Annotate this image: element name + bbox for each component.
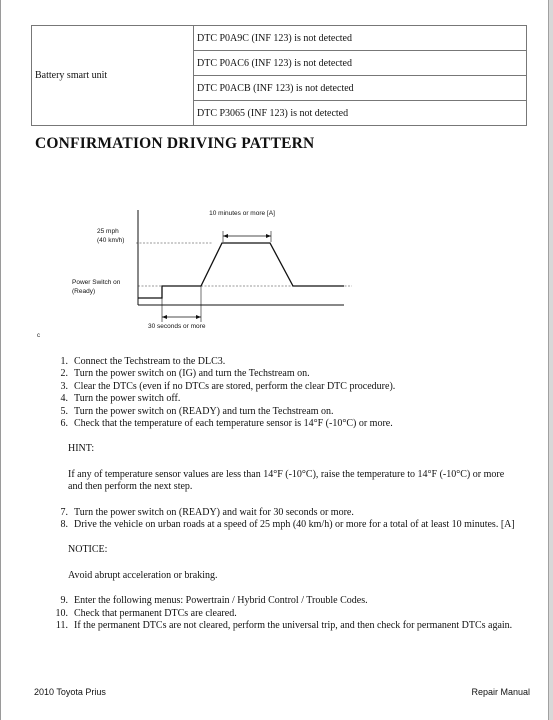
list-item: 1. Connect the Techstream to the DLC3. (60, 356, 226, 367)
dtc-row: DTC P3065 (INF 123) is not detected (194, 101, 527, 126)
list-item: 7. Turn the power switch on (READY) and wait for 30 seconds or more. (60, 506, 354, 518)
list-item: 3. Clear the DTCs (even if no DTCs are stored, perform the clear DTC procedure). (60, 380, 396, 392)
wait-duration-label: 30 seconds or more (148, 323, 206, 330)
duration-arrow-right-head (266, 234, 271, 238)
footer-manual: Repair Manual (471, 687, 530, 697)
driving-pattern-trace (138, 243, 344, 298)
speed-label-kmh: (40 km/h) (97, 237, 125, 244)
footer-vehicle: 2010 Toyota Prius (34, 687, 106, 697)
notice-body: Avoid abrupt acceleration or braking. (68, 569, 218, 581)
list-item: 4. Turn the power switch off. (60, 393, 181, 405)
dtc-table-label: Battery smart unit (32, 26, 194, 126)
dtc-row: DTC P0A9C (INF 123) is not detected (194, 26, 527, 51)
wait-arrow-left-head (162, 315, 167, 319)
page-right-edge (548, 0, 553, 720)
figure-caption-letter: c (37, 333, 40, 339)
notice-title: NOTICE: (68, 544, 108, 556)
driving-pattern-diagram (62, 200, 362, 340)
list-item: 11. If the permanent DTCs are not cleared, perform the universal trip, and then check for permanent DTCs again. (55, 620, 513, 632)
list-item: 8. Drive the vehicle on urban roads at a speed of 25 mph (40 km/h) or more for a total of at least 10 minutes. [A] (60, 519, 515, 531)
dtc-row: DTC P0AC6 (INF 123) is not detected (194, 51, 527, 76)
list-item: 6. Check that the temperature of each temperature sensor is 14°F (-10°C) or more. (60, 418, 393, 430)
duration-arrow-left-head (223, 234, 228, 238)
dtc-row: DTC P0ACB (INF 123) is not detected (194, 76, 527, 101)
list-item: 10. Check that permanent DTCs are cleared. (55, 607, 237, 619)
list-item: 5. Turn the power switch on (READY) and turn the Techstream on. (60, 405, 334, 417)
list-item: 9. Enter the following menus: Powertrain / Hybrid Control / Trouble Codes. (60, 595, 368, 607)
power-switch-label: Power Switch on (72, 279, 121, 286)
procedure-steps (40, 356, 520, 633)
duration-label: 10 minutes or more [A] (209, 210, 275, 217)
speed-label-mph: 25 mph (97, 228, 119, 235)
hint-body: If any of temperature sensor values are less than 14°F (-10°C), raise the temperature to 14°F (-10°C) or more and then perform the next step. (68, 468, 505, 493)
power-ready-label: (Ready) (72, 288, 96, 295)
wait-arrow-right-head (196, 315, 201, 319)
section-heading: CONFIRMATION DRIVING PATTERN (35, 135, 315, 152)
page-left-border (0, 0, 1, 720)
list-item: 2. Turn the power switch on (IG) and turn the Techstream on. (60, 368, 310, 380)
dtc-table (31, 25, 527, 126)
hint-title: HINT: (68, 443, 95, 455)
